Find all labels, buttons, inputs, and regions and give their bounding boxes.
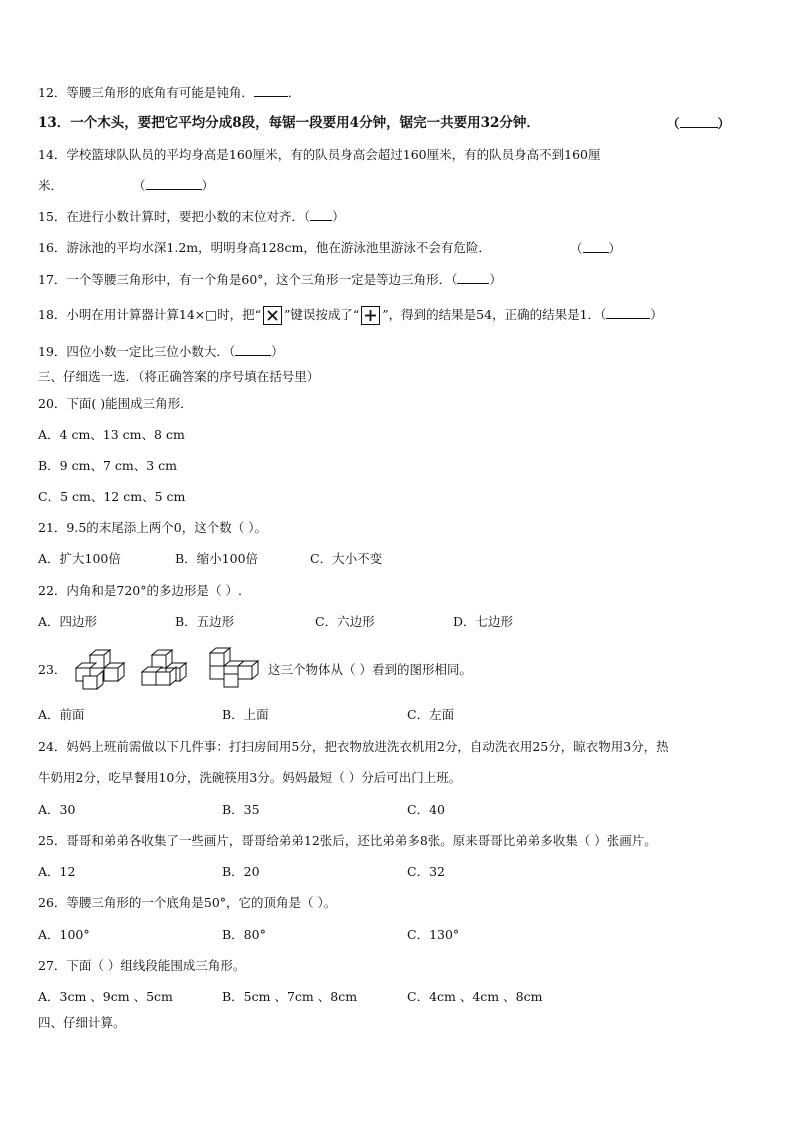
- question-20: 20．下面( )能围成三角形．: [38, 396, 193, 411]
- option-b[interactable]: B．35: [222, 802, 260, 817]
- option-a[interactable]: A．30: [38, 802, 76, 817]
- question-22: 22．内角和是720°的多边形是（ ）.: [38, 583, 242, 598]
- section-heading-4: 四、仔细计算。: [38, 1015, 126, 1030]
- question-19: 19．四位小数一定比三位小数大．（ ）: [38, 344, 284, 359]
- option-b[interactable]: B．80°: [222, 927, 266, 942]
- cube-stack-icon: [138, 647, 196, 691]
- option-c[interactable]: C．5 cm、12 cm、5 cm: [38, 489, 186, 504]
- answer-blank[interactable]: [235, 343, 271, 356]
- option-c[interactable]: C．32: [407, 864, 445, 879]
- option-c[interactable]: C．4cm 、4cm 、8cm: [407, 989, 543, 1004]
- answer-blank[interactable]: [680, 115, 718, 128]
- question-25: 25．哥哥和弟弟各收集了一些画片，哥哥给弟弟12张后，还比弟弟多8张。原来哥哥比弟弟多收集（ ）张画片。: [38, 833, 657, 848]
- question-23-number: 23．: [38, 662, 67, 677]
- answer-paren[interactable]: （ ）: [570, 241, 622, 256]
- question-13-text: 13．一个木头，要把它平均分成8段，每锯一段要用4分钟，锯完一共要用32分钟．: [38, 115, 540, 131]
- question-24-line1: 24．妈妈上班前需做以下几件事：打扫房间用5分，把衣物放进洗衣机用2分，自动洗衣用25分，晾衣物用3分，热: [38, 739, 669, 754]
- answer-blank[interactable]: [457, 271, 489, 284]
- question-23: 这三个物体从（ ）看到的图形相同。: [268, 662, 472, 677]
- option-c[interactable]: C．左面: [407, 707, 455, 722]
- answer-blank[interactable]: [146, 177, 202, 190]
- question-13: [38, 115, 540, 131]
- cube-stack-icon: [206, 643, 264, 691]
- question-21: 21．9.5的末尾添上两个0，这个数（ ）。: [38, 520, 267, 535]
- option-a[interactable]: A．前面: [38, 707, 85, 722]
- answer-blank[interactable]: [606, 306, 650, 319]
- answer-blank[interactable]: [310, 208, 332, 221]
- question-18: 18．小明在用计算器计算14×□时，把“ ”键误按成了“ ”，得到的结果是54，正确的结果是1．（ ）: [38, 306, 663, 325]
- option-b[interactable]: B．缩小100倍: [175, 551, 259, 566]
- question-17: 17．一个等腰三角形中，有一个角是60°，这个三角形一定是等边三角形．（ ）: [38, 272, 502, 287]
- option-a[interactable]: A．100°: [38, 927, 90, 942]
- question-14-line1: 14．学校篮球队队员的平均身高是160厘米，有的队员身高会超过160厘米，有的队员身高不到160厘: [38, 147, 601, 162]
- option-b[interactable]: B．五边形: [175, 614, 235, 629]
- section-heading-3: 三、仔细选一选．（将正确答案的序号填在括号里）: [38, 369, 320, 384]
- option-a[interactable]: A．4 cm、13 cm、8 cm: [38, 427, 185, 442]
- multiply-key-icon: [263, 306, 282, 325]
- question-12: 12．等腰三角形的底角有可能是钝角． ．: [38, 85, 301, 100]
- question-15: 15．在进行小数计算时，要把小数的末位对齐．（ ）: [38, 209, 345, 224]
- plus-key-icon: [361, 306, 380, 325]
- option-b[interactable]: B．5cm 、7cm 、8cm: [222, 989, 358, 1004]
- question-14-line2: 米． （ ）: [38, 178, 215, 193]
- option-a[interactable]: A．四边形: [38, 614, 98, 629]
- question-24-line2: 牛奶用2分，吃早餐用10分，洗碗筷用3分。妈妈最短（ ）分后可出门上班。: [38, 770, 462, 785]
- option-a[interactable]: A．3cm 、9cm 、5cm: [38, 989, 173, 1004]
- question-26: 26．等腰三角形的一个底角是50°，它的顶角是（ ）。: [38, 895, 337, 910]
- option-c[interactable]: C．六边形: [315, 614, 375, 629]
- option-c[interactable]: C．40: [407, 802, 445, 817]
- option-d[interactable]: D．七边形: [453, 614, 514, 629]
- question-16: 16．游泳池的平均水深1.2m，明明身高128cm，他在游泳池里游泳不会有危险．: [38, 240, 491, 255]
- option-b[interactable]: B．上面: [222, 707, 269, 722]
- option-b[interactable]: B．9 cm、7 cm、3 cm: [38, 458, 178, 473]
- question-12-text: 12．等腰三角形的底角有可能是钝角．: [38, 85, 254, 100]
- cube-stack-icon: [70, 647, 128, 691]
- answer-blank[interactable]: [254, 84, 288, 97]
- option-b[interactable]: B．20: [222, 864, 260, 879]
- answer-paren[interactable]: （ ）: [667, 116, 731, 131]
- option-a[interactable]: A．12: [38, 864, 76, 879]
- option-c[interactable]: C．130°: [407, 927, 460, 942]
- question-27: 27．下面（ ）组线段能围成三角形。: [38, 958, 246, 973]
- option-c[interactable]: C．大小不变: [310, 551, 383, 566]
- option-a[interactable]: A．扩大100倍: [38, 551, 121, 566]
- answer-blank[interactable]: [583, 240, 609, 253]
